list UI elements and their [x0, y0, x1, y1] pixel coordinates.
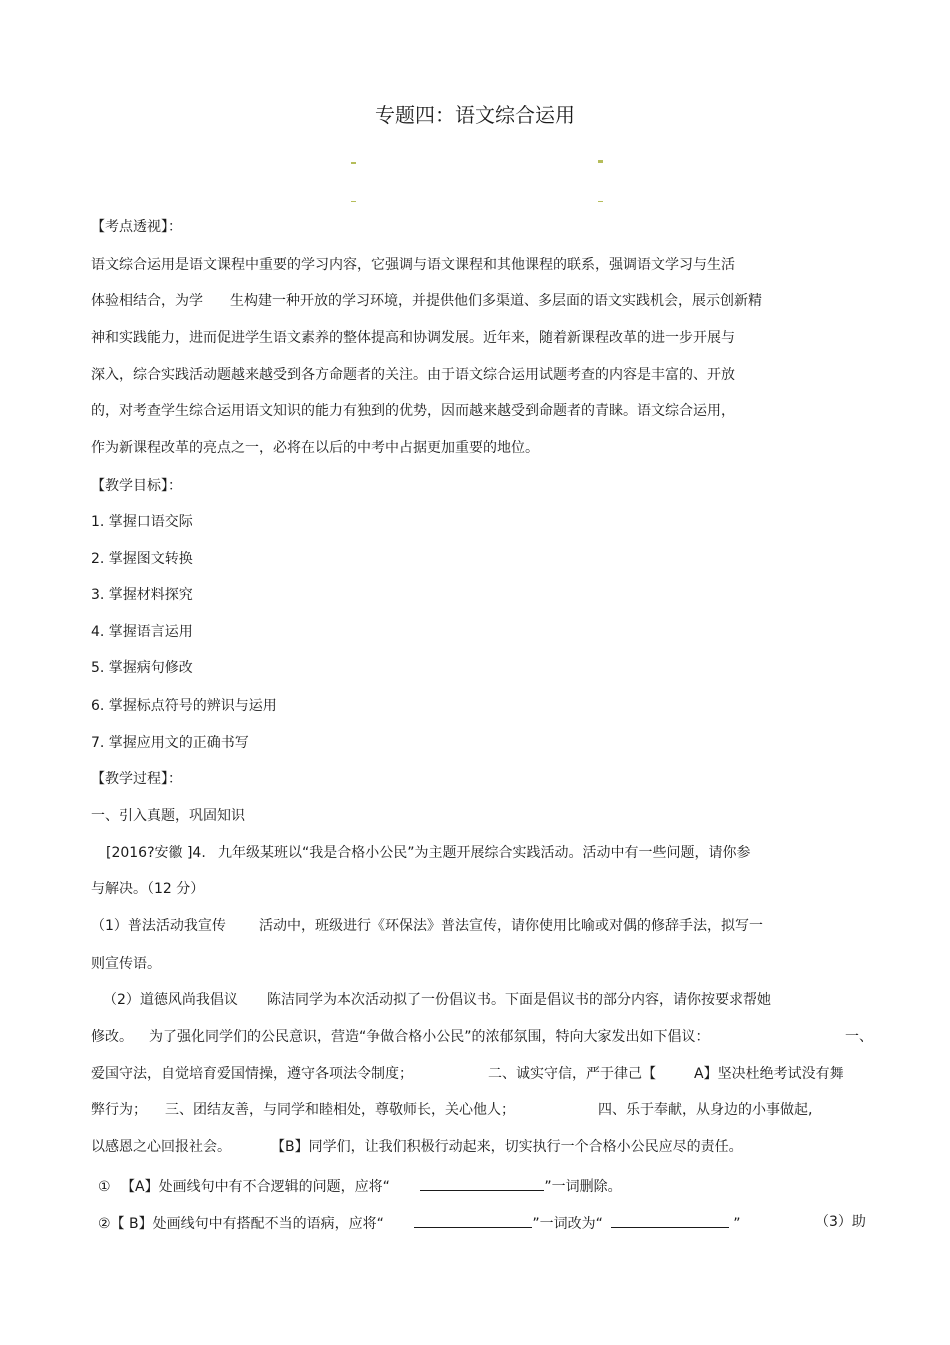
- question-intro: 与解决。（12 分）: [91, 881, 205, 897]
- answer-blank[interactable]: [414, 1213, 532, 1228]
- kaodian-line: 体验相结合，为学: [91, 293, 203, 309]
- subquestion-text: ”: [733, 1216, 741, 1232]
- proposal-text: A】坚决杜绝考试没有舞: [694, 1066, 844, 1082]
- mubiao-item: 1. 掌握口语交际: [91, 514, 193, 530]
- proposal-text: 爱国守法，自觉培育爱国情操，遵守各项法令制度；: [91, 1066, 413, 1082]
- proposal-text: 【B】同学们，让我们积极行动起来，切实执行一个合格小公民应尽的责任。: [271, 1139, 743, 1155]
- answer-blank[interactable]: [420, 1176, 544, 1191]
- part1-text: 则宣传语。: [91, 956, 161, 972]
- question-source: [2016?安徽 ]4.: [106, 845, 206, 861]
- decorative-mark: [598, 160, 603, 163]
- kaodian-line: 作为新课程改革的亮点之一，必将在以后的中考中占据更加重要的地位。: [91, 440, 539, 456]
- page-title: 专题四：语文综合运用: [375, 103, 575, 127]
- mubiao-item: 5. 掌握病句修改: [91, 660, 193, 676]
- part1-text: 活动中，班级进行《环保法》普法宣传，请你使用比喻或对偶的修辞手法，拟写一: [259, 918, 763, 934]
- mubiao-item: 6. 掌握标点符号的辨识与运用: [91, 698, 277, 714]
- guocheng-heading: 【教学过程】：: [91, 771, 182, 787]
- proposal-text: 弊行为；: [91, 1102, 147, 1118]
- kaodian-heading: 【考点透视】：: [91, 219, 182, 235]
- answer-blank[interactable]: [611, 1213, 729, 1228]
- subquestion-1: [98, 1176, 622, 1196]
- kaodian-line: 生构建一种开放的学习环境，并提供他们多渠道、多层面的语文实践机会，展示创新精: [230, 293, 762, 309]
- mubiao-item: 3. 掌握材料探究: [91, 587, 193, 603]
- mubiao-item: 7. 掌握应用文的正确书写: [91, 735, 249, 751]
- subquestion-2: [98, 1213, 741, 1233]
- part1-label: （1）普法活动我宣传: [91, 918, 226, 934]
- mubiao-item: 4. 掌握语言运用: [91, 624, 193, 640]
- decorative-mark: [351, 162, 356, 164]
- proposal-text: 二、诚实守信，严于律己【: [488, 1066, 656, 1082]
- part2-text: 陈洁同学为本次活动拟了一份倡议书。下面是倡议书的部分内容，请你按要求帮她: [267, 992, 771, 1008]
- decorative-mark: [598, 201, 603, 202]
- kaodian-line: 的，对考查学生综合运用语文知识的能力有独到的优势，因而越来越受到命题者的青睐。语文综合运用，: [91, 403, 735, 419]
- proposal-text: 以感恩之心回报社会。: [91, 1139, 231, 1155]
- subquestion-text: ”一词删除。: [544, 1179, 622, 1195]
- subquestion-text: ②【 B】处画线句中有搭配不当的语病，应将“: [98, 1216, 384, 1232]
- proposal-text: 为了强化同学们的公民意识，营造“争做合格小公民”的浓郁氛围，特向大家发出如下倡议：: [149, 1029, 710, 1045]
- subquestion-text: ”一词改为“: [532, 1216, 603, 1232]
- mubiao-heading: 【教学目标】：: [91, 478, 182, 494]
- part2-label: （2）道德风尚我倡议: [103, 992, 238, 1008]
- section-heading: 一、引入真题，巩固知识: [91, 808, 245, 824]
- subquestion-text: 【A】处画线句中有不合逻辑的问题，应将“: [121, 1179, 390, 1195]
- proposal-text: 三、团结友善，与同学和睦相处，尊敬师长，关心他人；: [165, 1102, 515, 1118]
- kaodian-line: 神和实践能力，进而促进学生语文素养的整体提高和协调发展。近年来，随着新课程改革的进一步开展与: [91, 330, 735, 346]
- proposal-text: 一、: [845, 1029, 873, 1045]
- question-intro: 九年级某班以“我是合格小公民”为主题开展综合实践活动。活动中有一些问题，请你参: [218, 845, 751, 861]
- next-question-start: （3）助: [815, 1214, 866, 1230]
- proposal-text: 四、乐于奉献，从身边的小事做起,: [598, 1102, 813, 1118]
- subquestion-number: ①: [98, 1179, 111, 1195]
- proposal-text: 修改。: [91, 1029, 133, 1045]
- kaodian-line: 深入，综合实践活动题越来越受到各方命题者的关注。由于语文综合运用试题考查的内容是丰富的、开放: [91, 367, 735, 383]
- decorative-mark: [351, 201, 356, 202]
- mubiao-item: 2. 掌握图文转换: [91, 551, 193, 567]
- kaodian-line: 语文综合运用是语文课程中重要的学习内容，它强调与语文课程和其他课程的联系，强调语文学习与生活: [91, 257, 735, 273]
